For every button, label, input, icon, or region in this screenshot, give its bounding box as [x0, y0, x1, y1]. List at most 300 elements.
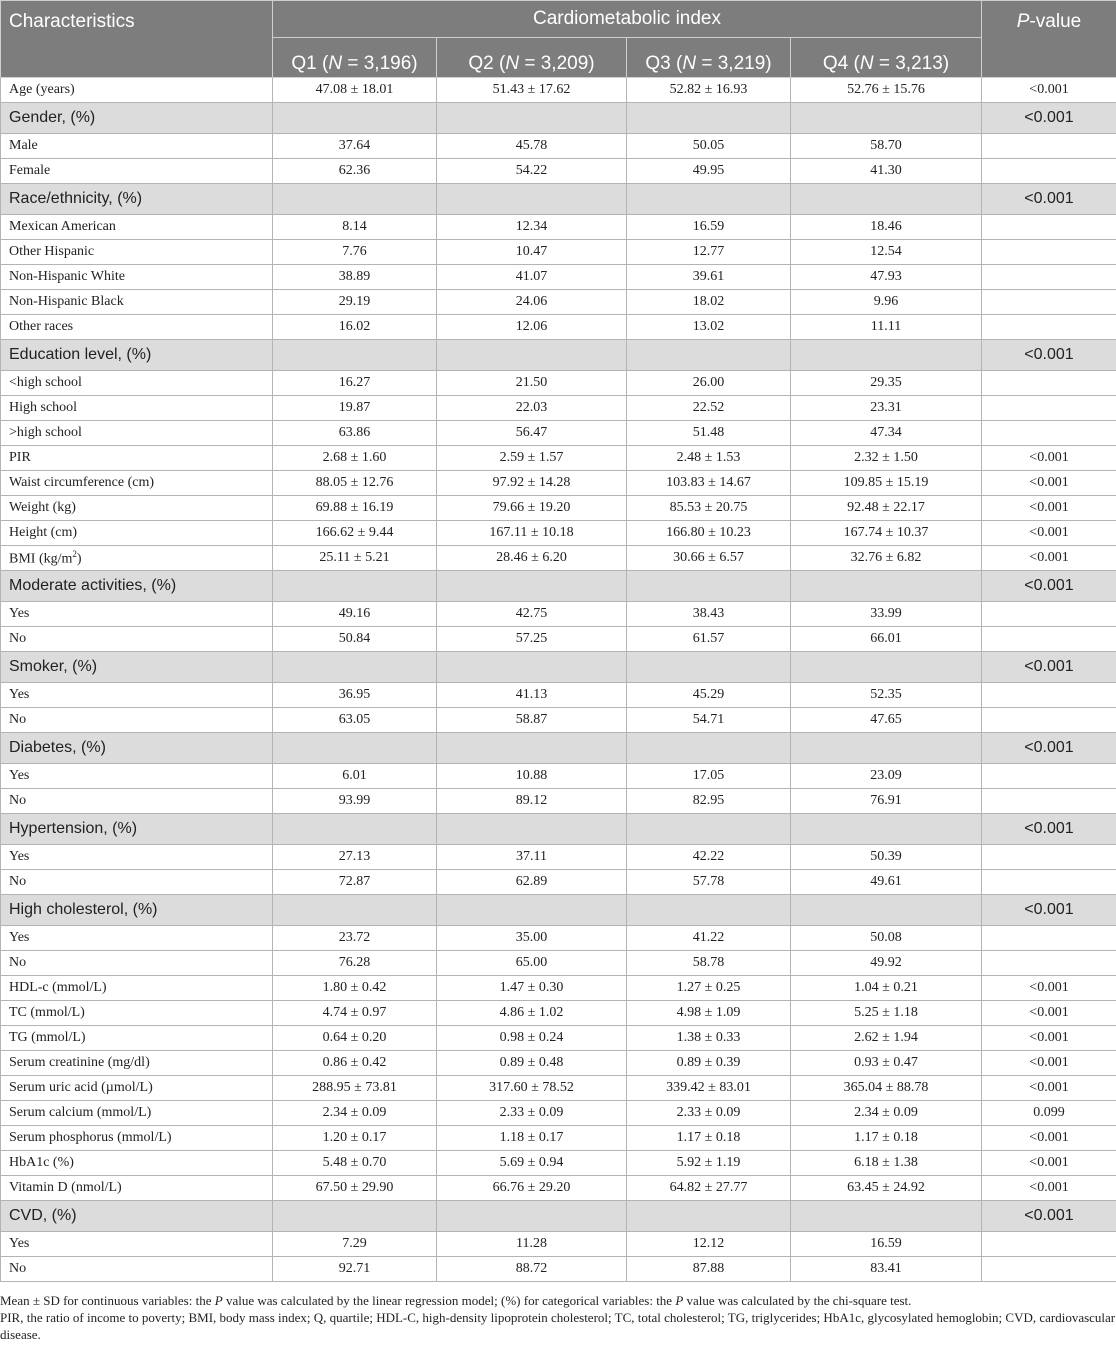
- row-label-text: HDL-c (mmol/L): [9, 980, 107, 995]
- table-row: [1, 976, 1116, 1001]
- table-row: [1, 1076, 1116, 1101]
- row-label: [1, 1026, 273, 1051]
- cell-q4: 23.31: [791, 396, 982, 421]
- cell-q1: 16.02: [273, 315, 437, 340]
- cell-q2: 22.03: [437, 396, 627, 421]
- row-label: [1, 951, 273, 976]
- table-row: [1, 134, 1116, 159]
- cell-pvalue: <0.001: [982, 340, 1116, 371]
- cell-q3: 57.78: [627, 870, 791, 895]
- cell-q2: 28.46 ± 6.20: [437, 546, 627, 571]
- cell-q4: 52.35: [791, 683, 982, 708]
- row-label-text: Diabetes, (%): [9, 739, 106, 756]
- quartile-label: Q2: [468, 53, 494, 74]
- table-row: [1, 1026, 1116, 1051]
- row-label-text: Other Hispanic: [9, 244, 95, 259]
- cell-pvalue: [982, 1257, 1116, 1282]
- cell-q2: 4.86 ± 1.02: [437, 1001, 627, 1026]
- cell-q4: 1.17 ± 0.18: [791, 1126, 982, 1151]
- cell-q3: 13.02: [627, 315, 791, 340]
- cell-q1: 2.34 ± 0.09: [273, 1101, 437, 1126]
- row-label: [1, 371, 273, 396]
- row-label: [1, 976, 273, 1001]
- row-label-text: Gender, (%): [9, 109, 96, 126]
- cell-q2: 66.76 ± 29.20: [437, 1176, 627, 1201]
- cell-pvalue: [982, 421, 1116, 446]
- cell-pvalue: <0.001: [982, 1076, 1116, 1101]
- table-row: [1, 951, 1116, 976]
- cell-pvalue: [982, 683, 1116, 708]
- row-label: [1, 521, 273, 546]
- cell-empty: [437, 184, 627, 215]
- cell-q1: 4.74 ± 0.97: [273, 1001, 437, 1026]
- cell-q2: 12.34: [437, 215, 627, 240]
- table-row: [1, 845, 1116, 870]
- row-label-text: Hypertension, (%): [9, 820, 138, 837]
- cell-q4: 5.25 ± 1.18: [791, 1001, 982, 1026]
- cell-q1: 1.80 ± 0.42: [273, 976, 437, 1001]
- row-label-text: >high school: [9, 425, 82, 440]
- cell-pvalue: <0.001: [982, 814, 1116, 845]
- quartile-label: Q1: [291, 53, 317, 74]
- row-label-text: Race/ethnicity, (%): [9, 190, 143, 207]
- cell-q2: 89.12: [437, 789, 627, 814]
- section-row: [1, 571, 1116, 602]
- section-row: [1, 733, 1116, 764]
- pvalue-italic-p: P: [1016, 11, 1030, 32]
- cell-pvalue: <0.001: [982, 1201, 1116, 1232]
- cell-empty: [791, 733, 982, 764]
- table-row: [1, 159, 1116, 184]
- cell-q3: 85.53 ± 20.75: [627, 496, 791, 521]
- cardiometabolic-index-header: Cardiometabolic index: [273, 1, 982, 38]
- cell-q4: 32.76 ± 6.82: [791, 546, 982, 571]
- row-label: [1, 895, 273, 926]
- row-label: [1, 265, 273, 290]
- cell-pvalue: 0.099: [982, 1101, 1116, 1126]
- cell-empty: [273, 652, 437, 683]
- row-label: [1, 1101, 273, 1126]
- footnote-text: value was calculated by the linear regression model; (%) for categorical variables: the: [222, 1293, 676, 1308]
- cell-empty: [273, 733, 437, 764]
- row-label-text: CVD, (%): [9, 1207, 77, 1224]
- cell-q2: 54.22: [437, 159, 627, 184]
- table-row: [1, 78, 1116, 103]
- table-header: [1, 1, 1116, 78]
- cell-q1: 63.05: [273, 708, 437, 733]
- cell-q2: 24.06: [437, 290, 627, 315]
- quartile-label: Q3: [645, 53, 671, 74]
- cell-empty: [437, 895, 627, 926]
- row-label-text: Waist circumference (cm): [9, 475, 155, 490]
- cell-empty: [627, 733, 791, 764]
- cell-q1: 49.16: [273, 602, 437, 627]
- row-label-text: High cholesterol, (%): [9, 901, 158, 918]
- cell-q2: 0.89 ± 0.48: [437, 1051, 627, 1076]
- row-label: [1, 471, 273, 496]
- section-row: [1, 895, 1116, 926]
- table-row: [1, 1257, 1116, 1282]
- quartile-n: 3,213: [895, 53, 943, 74]
- cell-q3: 58.78: [627, 951, 791, 976]
- cell-pvalue: [982, 265, 1116, 290]
- cell-q3: 2.48 ± 1.53: [627, 446, 791, 471]
- row-label-text: Serum phosphorus (mmol/L): [9, 1130, 172, 1145]
- pvalue-header-label: -value: [1029, 11, 1082, 32]
- row-label: [1, 421, 273, 446]
- cell-q1: 50.84: [273, 627, 437, 652]
- table-row: [1, 315, 1116, 340]
- row-label: [1, 1257, 273, 1282]
- cell-q1: 16.27: [273, 371, 437, 396]
- row-label: [1, 627, 273, 652]
- cell-q1: 72.87: [273, 870, 437, 895]
- row-label: [1, 340, 273, 371]
- cell-q4: 76.91: [791, 789, 982, 814]
- cell-q4: 29.35: [791, 371, 982, 396]
- cell-empty: [627, 895, 791, 926]
- cell-pvalue: <0.001: [982, 521, 1116, 546]
- cell-pvalue: [982, 789, 1116, 814]
- cell-pvalue: <0.001: [982, 1026, 1116, 1051]
- cell-empty: [273, 103, 437, 134]
- cell-q2: 51.43 ± 17.62: [437, 78, 627, 103]
- row-label: [1, 652, 273, 683]
- footnote-statistics: [0, 1292, 1116, 1309]
- table-row: [1, 870, 1116, 895]
- cell-q2: 58.87: [437, 708, 627, 733]
- cell-q4: 0.93 ± 0.47: [791, 1051, 982, 1076]
- cell-empty: [273, 895, 437, 926]
- cell-q3: 42.22: [627, 845, 791, 870]
- row-label: [1, 315, 273, 340]
- row-label: [1, 789, 273, 814]
- n-italic: N: [859, 53, 874, 74]
- cell-empty: [437, 1201, 627, 1232]
- row-label-text: High school: [9, 400, 78, 415]
- row-label: [1, 134, 273, 159]
- cell-q4: 41.30: [791, 159, 982, 184]
- section-row: [1, 184, 1116, 215]
- table-row: [1, 446, 1116, 471]
- table-row: [1, 240, 1116, 265]
- table-row: [1, 1151, 1116, 1176]
- cell-empty: [791, 340, 982, 371]
- cell-q4: 365.04 ± 88.78: [791, 1076, 982, 1101]
- cell-q1: 29.19: [273, 290, 437, 315]
- cell-pvalue: [982, 926, 1116, 951]
- row-label: [1, 764, 273, 789]
- footnote-italic-p: P: [675, 1293, 684, 1308]
- cell-q3: 4.98 ± 1.09: [627, 1001, 791, 1026]
- row-label-text: Smoker, (%): [9, 658, 98, 675]
- cell-q2: 41.07: [437, 265, 627, 290]
- cell-q4: 50.08: [791, 926, 982, 951]
- cell-pvalue: <0.001: [982, 733, 1116, 764]
- cell-pvalue: <0.001: [982, 546, 1116, 571]
- section-row: [1, 340, 1116, 371]
- cell-empty: [791, 814, 982, 845]
- table-row: [1, 471, 1116, 496]
- cell-q2: 79.66 ± 19.20: [437, 496, 627, 521]
- quartile-header-q1: Q1 (N = 3,196): [273, 38, 437, 78]
- cell-q3: 22.52: [627, 396, 791, 421]
- row-label: [1, 683, 273, 708]
- row-label: [1, 926, 273, 951]
- row-label: [1, 708, 273, 733]
- cell-pvalue: <0.001: [982, 1151, 1116, 1176]
- cell-q2: 21.50: [437, 371, 627, 396]
- row-label-text: Yes: [9, 849, 30, 864]
- row-label: [1, 496, 273, 521]
- row-label-text: Education level, (%): [9, 346, 152, 363]
- cell-pvalue: <0.001: [982, 446, 1116, 471]
- row-label-text: Serum creatinine (mg/dl): [9, 1055, 150, 1070]
- row-label-superscript: 2: [72, 548, 77, 559]
- cell-q3: 17.05: [627, 764, 791, 789]
- cell-q4: 6.18 ± 1.38: [791, 1151, 982, 1176]
- cell-q1: 166.62 ± 9.44: [273, 521, 437, 546]
- row-label-text: PIR: [9, 450, 31, 465]
- cell-empty: [437, 652, 627, 683]
- row-label-text: Vitamin D (nmol/L): [9, 1180, 122, 1195]
- table-row: [1, 546, 1116, 571]
- cell-q4: 92.48 ± 22.17: [791, 496, 982, 521]
- cell-q3: 166.80 ± 10.23: [627, 521, 791, 546]
- cell-pvalue: [982, 951, 1116, 976]
- cell-q3: 26.00: [627, 371, 791, 396]
- cell-q1: 0.64 ± 0.20: [273, 1026, 437, 1051]
- row-label: [1, 103, 273, 134]
- cell-pvalue: [982, 602, 1116, 627]
- cell-q3: 0.89 ± 0.39: [627, 1051, 791, 1076]
- row-label-text: Age (years): [9, 82, 75, 97]
- cell-q1: 38.89: [273, 265, 437, 290]
- cell-q2: 2.59 ± 1.57: [437, 446, 627, 471]
- cell-empty: [627, 571, 791, 602]
- cell-empty: [791, 652, 982, 683]
- cell-q4: 9.96: [791, 290, 982, 315]
- cell-q3: 12.77: [627, 240, 791, 265]
- cell-q3: 45.29: [627, 683, 791, 708]
- table-row: [1, 371, 1116, 396]
- row-label-text: Moderate activities, (%): [9, 577, 177, 594]
- row-label: [1, 1126, 273, 1151]
- row-label-text: No: [9, 955, 27, 970]
- cell-empty: [273, 571, 437, 602]
- quartile-header-q2: Q2 (N = 3,209): [437, 38, 627, 78]
- row-label: [1, 1076, 273, 1101]
- row-label: [1, 1051, 273, 1076]
- row-label-text: Female: [9, 163, 51, 178]
- cell-q3: 38.43: [627, 602, 791, 627]
- cell-q2: 62.89: [437, 870, 627, 895]
- cell-q2: 42.75: [437, 602, 627, 627]
- cell-q2: 57.25: [437, 627, 627, 652]
- cell-q3: 41.22: [627, 926, 791, 951]
- cell-empty: [791, 571, 982, 602]
- cell-empty: [437, 814, 627, 845]
- row-label: [1, 215, 273, 240]
- table-row: [1, 1051, 1116, 1076]
- row-label-text: Yes: [9, 930, 30, 945]
- cell-q1: 19.87: [273, 396, 437, 421]
- cell-empty: [273, 184, 437, 215]
- row-label-text: Weight (kg): [9, 500, 76, 515]
- cell-q3: 52.82 ± 16.93: [627, 78, 791, 103]
- cell-pvalue: [982, 845, 1116, 870]
- cell-pvalue: <0.001: [982, 103, 1116, 134]
- cell-q4: 16.59: [791, 1232, 982, 1257]
- row-label-text: TG (mmol/L): [9, 1030, 86, 1045]
- n-italic: N: [328, 53, 343, 74]
- cell-pvalue: [982, 290, 1116, 315]
- cell-pvalue: [982, 1232, 1116, 1257]
- cell-q1: 67.50 ± 29.90: [273, 1176, 437, 1201]
- row-label-text: Mexican American: [9, 219, 116, 234]
- row-label: [1, 184, 273, 215]
- cell-pvalue: <0.001: [982, 652, 1116, 683]
- row-label: [1, 1151, 273, 1176]
- row-label: [1, 1176, 273, 1201]
- cell-q4: 49.92: [791, 951, 982, 976]
- row-label-text: Yes: [9, 606, 30, 621]
- table-row: [1, 1001, 1116, 1026]
- cell-q3: 51.48: [627, 421, 791, 446]
- table-row: [1, 1176, 1116, 1201]
- cell-pvalue: [982, 396, 1116, 421]
- row-label: [1, 571, 273, 602]
- quartile-n: 3,196: [363, 53, 412, 74]
- cell-q4: 167.74 ± 10.37: [791, 521, 982, 546]
- cell-q2: 167.11 ± 10.18: [437, 521, 627, 546]
- cell-q3: 1.38 ± 0.33: [627, 1026, 791, 1051]
- cell-q4: 83.41: [791, 1257, 982, 1282]
- cell-q3: 2.33 ± 0.09: [627, 1101, 791, 1126]
- row-label: [1, 814, 273, 845]
- table-row: [1, 683, 1116, 708]
- cell-empty: [627, 184, 791, 215]
- cell-q2: 56.47: [437, 421, 627, 446]
- n-italic: N: [682, 53, 697, 74]
- row-label-text: No: [9, 1261, 27, 1276]
- cell-q2: 5.69 ± 0.94: [437, 1151, 627, 1176]
- row-label-text: No: [9, 712, 27, 727]
- cell-q2: 11.28: [437, 1232, 627, 1257]
- row-label-text: BMI (kg/m: [9, 551, 73, 567]
- cell-empty: [437, 571, 627, 602]
- table-footnotes: [0, 1292, 1116, 1343]
- footnote-text: Mean ± SD for continuous variables: the: [0, 1293, 215, 1308]
- cell-q1: 2.68 ± 1.60: [273, 446, 437, 471]
- cell-q3: 61.57: [627, 627, 791, 652]
- cell-q1: 7.76: [273, 240, 437, 265]
- row-label-text: Serum calcium (mmol/L): [9, 1105, 152, 1120]
- cell-q4: 63.45 ± 24.92: [791, 1176, 982, 1201]
- cell-empty: [273, 1201, 437, 1232]
- cell-q3: 49.95: [627, 159, 791, 184]
- cell-q1: 36.95: [273, 683, 437, 708]
- cell-empty: [791, 1201, 982, 1232]
- cell-q2: 12.06: [437, 315, 627, 340]
- row-label: [1, 1201, 273, 1232]
- cell-q1: 7.29: [273, 1232, 437, 1257]
- cell-q4: 23.09: [791, 764, 982, 789]
- cell-q1: 63.86: [273, 421, 437, 446]
- cell-q1: 76.28: [273, 951, 437, 976]
- cell-q1: 6.01: [273, 764, 437, 789]
- footnote-text: value was calculated by the chi-square test.: [683, 1293, 912, 1308]
- cell-q3: 1.27 ± 0.25: [627, 976, 791, 1001]
- row-label-text: Non-Hispanic Black: [9, 294, 124, 309]
- n-italic: N: [505, 53, 520, 74]
- cell-pvalue: <0.001: [982, 471, 1116, 496]
- table-body: [1, 78, 1116, 1282]
- cell-q4: 2.34 ± 0.09: [791, 1101, 982, 1126]
- cell-pvalue: <0.001: [982, 496, 1116, 521]
- row-label-text: Non-Hispanic White: [9, 269, 125, 284]
- table-row: [1, 708, 1116, 733]
- row-label-text: Yes: [9, 1236, 30, 1251]
- quartile-n: 3,219: [717, 53, 766, 74]
- cell-pvalue: [982, 708, 1116, 733]
- table-row: [1, 421, 1116, 446]
- section-row: [1, 814, 1116, 845]
- row-label: [1, 240, 273, 265]
- table-row: [1, 764, 1116, 789]
- cell-q3: 339.42 ± 83.01: [627, 1076, 791, 1101]
- table-row: [1, 396, 1116, 421]
- cell-q2: 37.11: [437, 845, 627, 870]
- cell-q1: 288.95 ± 73.81: [273, 1076, 437, 1101]
- row-label-text: Yes: [9, 687, 30, 702]
- cell-q1: 8.14: [273, 215, 437, 240]
- cell-empty: [273, 814, 437, 845]
- cell-q3: 64.82 ± 27.77: [627, 1176, 791, 1201]
- table-row: [1, 1126, 1116, 1151]
- table-row: [1, 602, 1116, 627]
- table-row: [1, 496, 1116, 521]
- characteristics-header: Characteristics: [1, 1, 273, 78]
- cell-q4: 2.62 ± 1.94: [791, 1026, 982, 1051]
- row-label: [1, 1232, 273, 1257]
- row-label-text: <high school: [9, 375, 82, 390]
- row-label-text: Other races: [9, 319, 74, 334]
- section-row: [1, 652, 1116, 683]
- cell-pvalue: [982, 627, 1116, 652]
- cell-empty: [437, 733, 627, 764]
- row-label-text: TC (mmol/L): [9, 1005, 85, 1020]
- cell-q1: 69.88 ± 16.19: [273, 496, 437, 521]
- cell-q1: 88.05 ± 12.76: [273, 471, 437, 496]
- pvalue-header: [982, 1, 1116, 78]
- table-row: [1, 926, 1116, 951]
- cell-empty: [791, 184, 982, 215]
- cell-q3: 16.59: [627, 215, 791, 240]
- cell-q1: 47.08 ± 18.01: [273, 78, 437, 103]
- table-row: [1, 1101, 1116, 1126]
- cell-q2: 41.13: [437, 683, 627, 708]
- cell-pvalue: <0.001: [982, 1126, 1116, 1151]
- cell-q1: 23.72: [273, 926, 437, 951]
- cell-q1: 62.36: [273, 159, 437, 184]
- cell-pvalue: <0.001: [982, 1176, 1116, 1201]
- cell-pvalue: <0.001: [982, 78, 1116, 103]
- cell-q4: 33.99: [791, 602, 982, 627]
- cell-q2: 35.00: [437, 926, 627, 951]
- row-label: [1, 845, 273, 870]
- cell-q2: 45.78: [437, 134, 627, 159]
